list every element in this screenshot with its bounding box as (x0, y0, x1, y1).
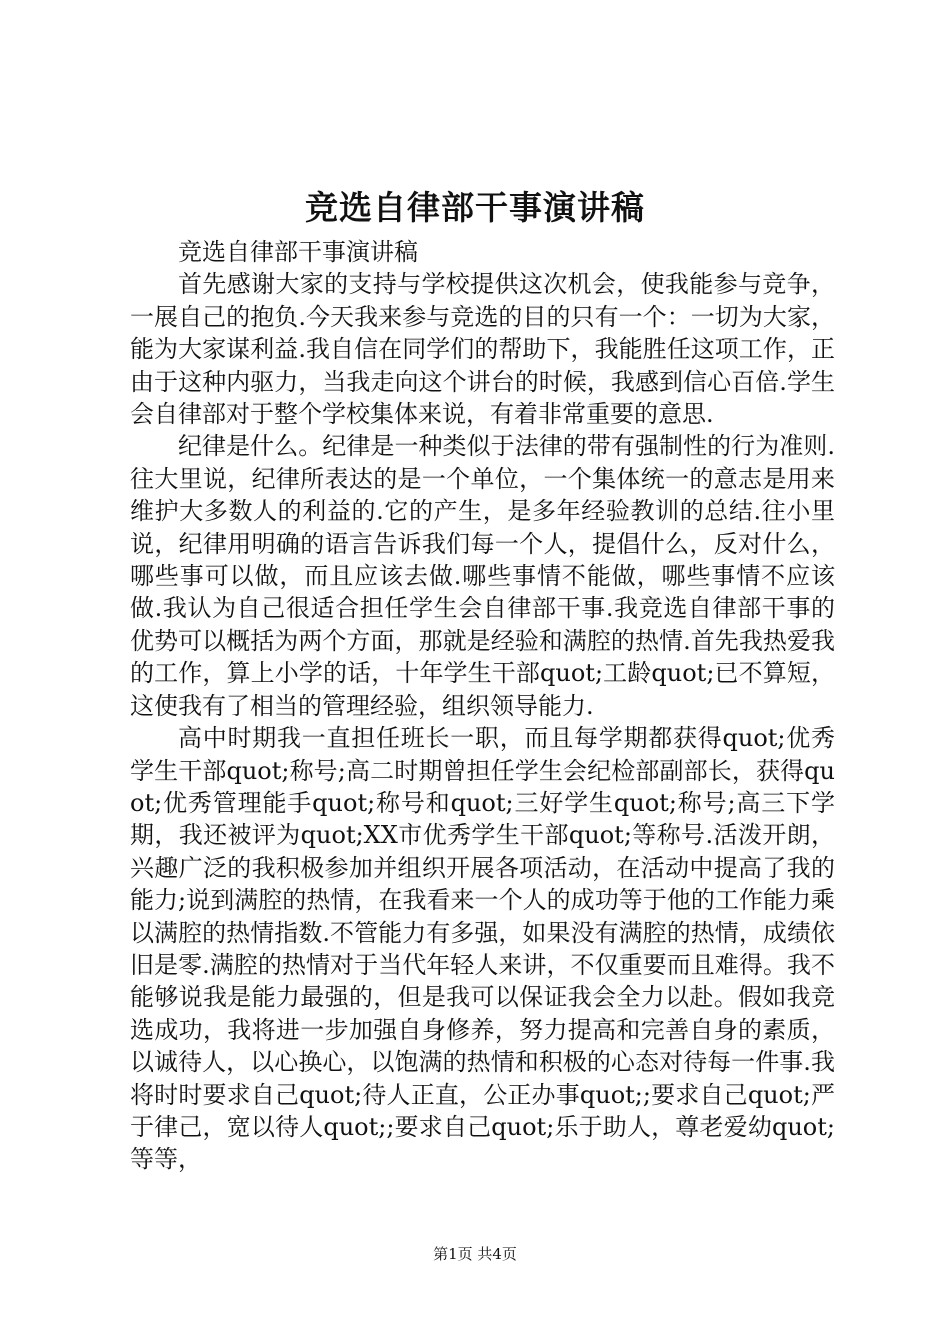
document-title: 竞选自律部干事演讲稿 (305, 188, 645, 227)
paragraph-discipline: 纪律是什么。纪律是一种类似于法律的带有强制性的行为准则.往大里说，纪律所表达的是一个单位，一个集体统一的意志是用来维护大多数人的利益的.它的产生，是多年经验教训的总结.往小里说，纪律用明确的语言告诉我们每一个人，提倡什么，反对什么，哪些事可以做，而且应该去做.哪些事情不能做，哪些事情不应该做.我认为自己很适合担任学生会自律部干事.我竞选自律部干事的优势可以概括为两个方面，那就是经验和满腔的热情.首先我热爱我的工作，算上小学的话，十年学生干部quot;工龄quot;已不算短，这使我有了相当的管理经验，组织领导能力. (130, 432, 835, 720)
paragraph-experience: 高中时期我一直担任班长一职，而且每学期都获得quot;优秀学生干部quot;称号;高二时期曾担任学生会纪检部副部长，获得quot;优秀管理能手quot;称号和quot;三好学生quot;称号;高三下学期，我还被评为quot;XX市优秀学生干部quot;等称号.活泼开朗，兴趣广泛的我积极参加并组织开展各项活动，在活动中提高了我的能力;说到满腔的热情，在我看来一个人的成功等于他的工作能力乘以满腔的热情指数.不管能力有多强，如果没有满腔的热情，成绩依旧是零.满腔的热情对于当代年轻人来讲，不仅重要而且难得。我不能够说我是能力最强的，但是我可以保证我会全力以赴。假如我竞选成功，我将进一步加强自身修养，努力提高和完善自身的素质，以诚待人，以心换心，以饱满的热情和积极的心态对待每一件事.我将时时要求自己quot;待人正直，公正办事quot;;要求自己quot;严于律己，宽以待人quot;;要求自己quot;乐于助人，尊老爱幼quot;等等， (130, 724, 835, 1174)
paragraph-heading: 竞选自律部干事演讲稿 (178, 238, 418, 266)
paragraph-intro: 首先感谢大家的支持与学校提供这次机会，使我能参与竞争，一展自己的抱负.今天我来参与竞选的目的只有一个：一切为大家，能为大家谋利益.我自信在同学们的帮助下，我能胜任这项工作，正由于这种内驱力，当我走向这个讲台的时候，我感到信心百倍.学生会自律部对于整个学校集体来说，有着非常重要的意思. (130, 270, 835, 429)
document-body (130, 236, 835, 1176)
page-footer: 第1页 共4页 (433, 1245, 517, 1263)
